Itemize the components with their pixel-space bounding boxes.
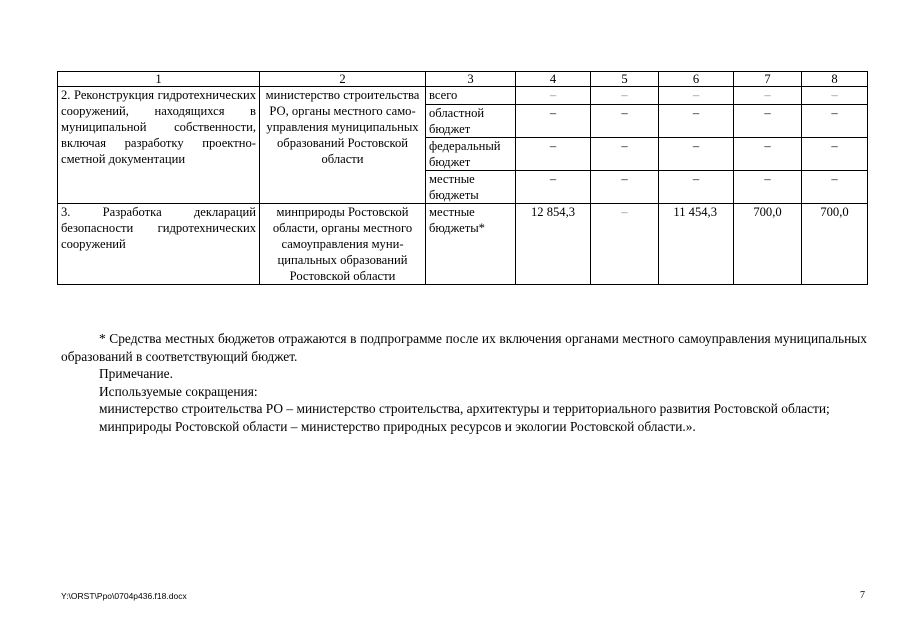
column-header: 1 [58, 72, 260, 87]
value-cell: – [734, 87, 802, 105]
funding-source-cell: местные бюджеты [426, 171, 516, 204]
column-header: 6 [659, 72, 734, 87]
funding-source-cell: всего [426, 87, 516, 105]
abbreviation-item: министерство строительства РО – министерство строительства, архитектуры и территориального развития Ростовской области; [99, 401, 830, 416]
value-cell: – [516, 171, 591, 204]
abbreviations-heading: Используемые сокращения: [99, 383, 258, 399]
value-cell: – [734, 171, 802, 204]
value-cell: – [802, 105, 868, 138]
table-row [58, 87, 868, 105]
executor-cell: минприроды Ростовской области, органы местного самоуправления муниципальных образований Ростовской области [260, 204, 426, 285]
value-cell: 700,0 [802, 204, 868, 285]
value-cell: – [591, 204, 659, 285]
value-cell: – [734, 138, 802, 171]
value-cell: – [802, 138, 868, 171]
abbreviation-item: минприроды Ростовской области – министерство природных ресурсов и экологии Ростовской области.». [99, 418, 696, 434]
remark-heading: Примечание. [99, 366, 173, 381]
value-cell: 12 854,3 [516, 204, 591, 285]
column-header: 5 [591, 72, 659, 87]
value-cell: – [516, 87, 591, 105]
value-cell: – [659, 138, 734, 171]
value-cell: – [591, 105, 659, 138]
column-header: 2 [260, 72, 426, 87]
value-cell: – [802, 87, 868, 105]
activity-cell: 2. Реконструкция гидротехнических сооружений, находящихся в муниципальной собственности, включая разработку проектно-сметной документации [58, 87, 260, 204]
table-row [58, 204, 868, 285]
value-cell: – [734, 105, 802, 138]
column-header: 8 [802, 72, 868, 87]
column-header: 3 [426, 72, 516, 87]
file-path: Y:\ORST\Ppo\0704p436.f18.docx [61, 591, 187, 601]
value-cell: – [659, 87, 734, 105]
column-header: 4 [516, 72, 591, 87]
value-cell: – [591, 138, 659, 171]
funding-source-cell: федеральный бюджет [426, 138, 516, 171]
value-cell: – [659, 171, 734, 204]
budget-table [57, 71, 868, 285]
value-cell: 700,0 [734, 204, 802, 285]
funding-source-cell: местные бюджеты* [426, 204, 516, 285]
executor-cell: министерство строительства РО, органы местного самоуправления муниципальных образований Ростовской области [260, 87, 426, 204]
value-cell: – [516, 138, 591, 171]
value-cell: – [802, 171, 868, 204]
column-header: 7 [734, 72, 802, 87]
value-cell: 11 454,3 [659, 204, 734, 285]
footnote-text: * Средства местных бюджетов отражаются в подпрограмме после их включения органами местного самоуправления муниципальных образований в соответствующий бюджет. [61, 331, 867, 364]
table-header-row [58, 72, 868, 87]
value-cell: – [659, 105, 734, 138]
value-cell: – [591, 171, 659, 204]
notes-section [61, 330, 867, 435]
value-cell: – [591, 87, 659, 105]
page-number: 7 [860, 590, 865, 601]
value-cell: – [516, 105, 591, 138]
funding-source-cell: областной бюджет [426, 105, 516, 138]
activity-cell: 3. Разработка деклараций безопасности гидротехнических сооружений [58, 204, 260, 285]
